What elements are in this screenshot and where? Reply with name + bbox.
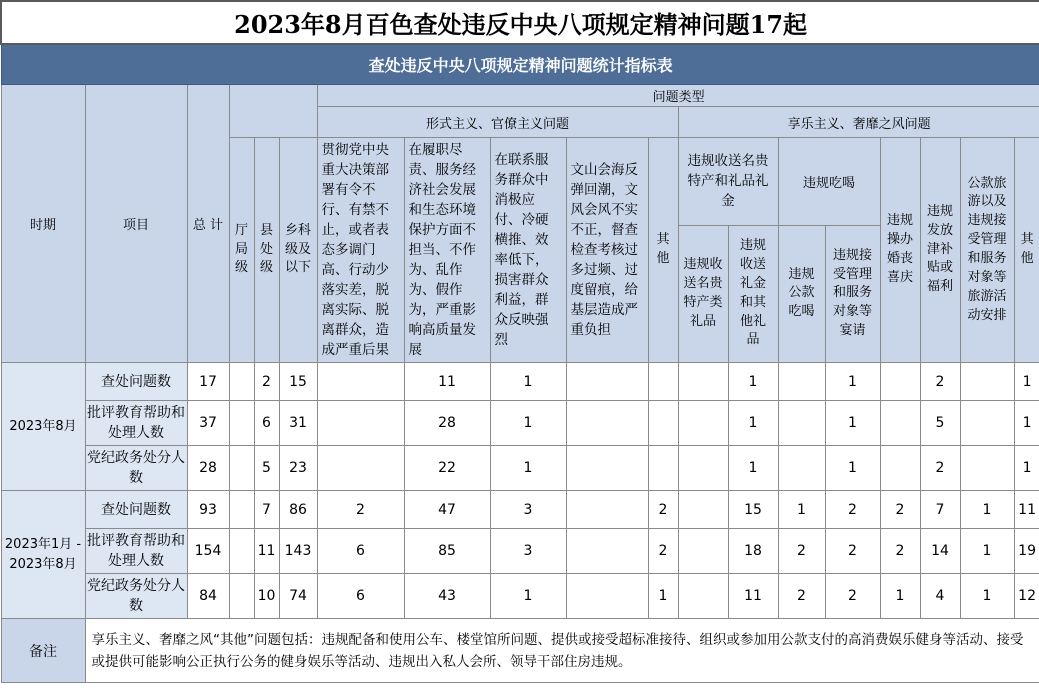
cell bbox=[960, 401, 1014, 446]
header-total: 总 计 bbox=[187, 85, 229, 363]
cell: 6 bbox=[317, 529, 404, 574]
table-row bbox=[1, 446, 1039, 491]
header-h-wedding bbox=[880, 138, 920, 363]
cell bbox=[648, 446, 678, 491]
header-f4: 文山会海反弹回潮，文风会风不实不正，督查检查考核过多过频、过度留痕，给基层造成严重负担 bbox=[566, 138, 648, 363]
cell: 2 bbox=[825, 529, 880, 574]
cell: 11 bbox=[728, 574, 778, 619]
cell: 1 bbox=[648, 574, 678, 619]
cell: 22 bbox=[404, 446, 490, 491]
cell: 10 bbox=[254, 574, 279, 619]
cell bbox=[778, 363, 825, 401]
cell: 1 bbox=[960, 529, 1014, 574]
cell bbox=[229, 446, 254, 491]
cell: 7 bbox=[254, 491, 279, 529]
period-label: 2023年1月 - 2023年8月 bbox=[1, 491, 85, 619]
cell bbox=[678, 574, 728, 619]
cell: 2 bbox=[648, 491, 678, 529]
header-f-other-text: 其他 bbox=[656, 232, 670, 266]
header-h-other bbox=[1014, 138, 1039, 363]
cell: 15 bbox=[728, 491, 778, 529]
header-h-meal-a bbox=[778, 225, 825, 362]
row-item-label: 查处问题数 bbox=[85, 491, 187, 529]
row-item-label: 党纪政务处分人数 bbox=[85, 574, 187, 619]
cell: 2 bbox=[825, 491, 880, 529]
cell bbox=[678, 363, 728, 401]
table-row bbox=[1, 529, 1039, 574]
note-row bbox=[1, 619, 1039, 683]
cell bbox=[566, 491, 648, 529]
cell: 1 bbox=[880, 574, 920, 619]
row-item-label: 查处问题数 bbox=[85, 363, 187, 401]
cell: 85 bbox=[404, 529, 490, 574]
cell: 1 bbox=[490, 574, 566, 619]
cell: 1 bbox=[728, 363, 778, 401]
cell bbox=[317, 446, 404, 491]
cell: 93 bbox=[187, 491, 229, 529]
header-h-travel-text: 公款旅游以及违规接受管理和服务对象等旅游活动安排 bbox=[967, 175, 1007, 323]
header-h-meal: 违规吃喝 bbox=[778, 138, 880, 226]
cell bbox=[678, 401, 728, 446]
cell: 1 bbox=[728, 401, 778, 446]
table-row bbox=[1, 363, 1039, 401]
cell bbox=[317, 401, 404, 446]
cell: 28 bbox=[404, 401, 490, 446]
cell: 3 bbox=[490, 491, 566, 529]
header-f3: 在联系服务群众中消极应付、冷硬横推、效率低下，损害群众利益，群众反映强烈 bbox=[490, 138, 566, 363]
cell: 74 bbox=[279, 574, 317, 619]
row-item-label: 批评教育帮助和处理人数 bbox=[85, 529, 187, 574]
cell bbox=[778, 401, 825, 446]
header-ting-level bbox=[229, 138, 254, 363]
cell: 6 bbox=[254, 401, 279, 446]
header-item: 项目 bbox=[85, 85, 187, 363]
cell: 4 bbox=[920, 574, 960, 619]
cell bbox=[960, 446, 1014, 491]
header-h-gift: 违规收送名贵特产和礼品礼金 bbox=[678, 138, 778, 226]
cell: 154 bbox=[187, 529, 229, 574]
header-h-wedding-text: 违规操办婚丧喜庆 bbox=[886, 213, 913, 285]
header-h-meal-b bbox=[825, 225, 880, 362]
header-f-other bbox=[648, 138, 678, 363]
header-h-gift-a-text: 违规收送名贵特产类礼品 bbox=[683, 257, 723, 329]
cell: 43 bbox=[404, 574, 490, 619]
cell: 2 bbox=[920, 446, 960, 491]
cell: 2 bbox=[880, 529, 920, 574]
cell: 1 bbox=[1014, 363, 1039, 401]
cell: 1 bbox=[960, 491, 1014, 529]
cell: 1 bbox=[728, 446, 778, 491]
cell bbox=[880, 363, 920, 401]
cell: 2 bbox=[920, 363, 960, 401]
header-h-other-text: 其他 bbox=[1020, 232, 1034, 266]
page-title: 2023年8月百色查处违反中央八项规定精神问题17起 bbox=[1, 1, 1039, 44]
cell: 143 bbox=[279, 529, 317, 574]
cell bbox=[960, 363, 1014, 401]
cell: 2 bbox=[317, 491, 404, 529]
cell: 15 bbox=[279, 363, 317, 401]
table-row bbox=[1, 491, 1039, 529]
cell: 7 bbox=[920, 491, 960, 529]
cell bbox=[880, 446, 920, 491]
cell bbox=[229, 491, 254, 529]
header-h-gift-a bbox=[678, 225, 728, 362]
cell bbox=[229, 363, 254, 401]
cell bbox=[229, 574, 254, 619]
note-label: 备注 bbox=[1, 619, 85, 683]
cell: 1 bbox=[490, 363, 566, 401]
cell: 3 bbox=[490, 529, 566, 574]
cell: 1 bbox=[1014, 446, 1039, 491]
cell: 11 bbox=[1014, 491, 1039, 529]
cell: 19 bbox=[1014, 529, 1039, 574]
cell bbox=[229, 529, 254, 574]
cell: 23 bbox=[279, 446, 317, 491]
cell: 1 bbox=[825, 446, 880, 491]
cell: 31 bbox=[279, 401, 317, 446]
header-xiang-text: 乡科级及以下 bbox=[284, 222, 311, 276]
period-label: 2023年8月 bbox=[1, 363, 85, 491]
cell bbox=[678, 446, 728, 491]
cell: 1 bbox=[825, 363, 880, 401]
header-level-group bbox=[229, 85, 317, 138]
row-item-label: 党纪政务处分人数 bbox=[85, 446, 187, 491]
table-row bbox=[1, 574, 1039, 619]
table-row bbox=[1, 401, 1039, 446]
header-xian-level bbox=[254, 138, 279, 363]
cell: 12 bbox=[1014, 574, 1039, 619]
cell: 11 bbox=[404, 363, 490, 401]
cell: 37 bbox=[187, 401, 229, 446]
cell: 1 bbox=[778, 491, 825, 529]
cell: 86 bbox=[279, 491, 317, 529]
cell bbox=[566, 401, 648, 446]
header-h-travel bbox=[960, 138, 1014, 363]
cell: 2 bbox=[825, 574, 880, 619]
cell: 14 bbox=[920, 529, 960, 574]
header-h-subsidy-text: 违规发放津补贴或福利 bbox=[926, 203, 953, 295]
header-h-gift-b bbox=[728, 225, 778, 362]
header-problem-type: 问题类型 bbox=[317, 85, 1039, 107]
cell bbox=[648, 401, 678, 446]
cell: 84 bbox=[187, 574, 229, 619]
header-formalism: 形式主义、官僚主义问题 bbox=[317, 107, 678, 138]
header-period: 时期 bbox=[1, 85, 85, 363]
cell bbox=[317, 363, 404, 401]
cell bbox=[778, 446, 825, 491]
cell: 5 bbox=[920, 401, 960, 446]
cell bbox=[566, 446, 648, 491]
cell: 1 bbox=[960, 574, 1014, 619]
cell bbox=[566, 574, 648, 619]
cell: 28 bbox=[187, 446, 229, 491]
header-ting-text: 厅局级 bbox=[234, 222, 248, 276]
cell: 11 bbox=[254, 529, 279, 574]
cell bbox=[678, 491, 728, 529]
cell bbox=[880, 401, 920, 446]
cell: 2 bbox=[778, 529, 825, 574]
header-xian-text: 县处级 bbox=[259, 222, 273, 276]
cell: 2 bbox=[778, 574, 825, 619]
cell: 2 bbox=[648, 529, 678, 574]
cell: 47 bbox=[404, 491, 490, 529]
cell: 18 bbox=[728, 529, 778, 574]
cell: 1 bbox=[825, 401, 880, 446]
cell: 2 bbox=[880, 491, 920, 529]
cell bbox=[648, 363, 678, 401]
cell bbox=[566, 363, 648, 401]
cell: 1 bbox=[490, 401, 566, 446]
header-h-subsidy bbox=[920, 138, 960, 363]
cell bbox=[566, 529, 648, 574]
row-item-label: 批评教育帮助和处理人数 bbox=[85, 401, 187, 446]
cell: 2 bbox=[254, 363, 279, 401]
cell bbox=[229, 401, 254, 446]
header-xiang-level bbox=[279, 138, 317, 363]
header-f2: 在履职尽责、服务经济社会发展和生态环境保护方面不担当、不作为、乱作为、假作为，严重影响高质量发展 bbox=[404, 138, 490, 363]
cell bbox=[678, 529, 728, 574]
table-subtitle: 查处违反中央八项规定精神问题统计指标表 bbox=[1, 44, 1039, 85]
cell: 6 bbox=[317, 574, 404, 619]
note-text: 享乐主义、奢靡之风“其他”问题包括：违规配备和使用公车、楼堂馆所问题、提供或接受超标准接待、组织或参加用公款支付的高消费娱乐健身等活动、接受或提供可能影响公正执行公务的健身娱乐等活动、违规出入私人会所、领导干部住房违规。 bbox=[85, 619, 1039, 683]
header-hedonism: 享乐主义、奢靡之风问题 bbox=[678, 107, 1039, 138]
header-h-meal-a-text: 违规公款吃喝 bbox=[788, 266, 815, 320]
header-f1: 贯彻党中央重大决策部署有令不行、有禁不止，或者表态多调门高、行动少落实差，脱离实际、脱离群众，造成严重后果 bbox=[317, 138, 404, 363]
cell: 5 bbox=[254, 446, 279, 491]
cell: 17 bbox=[187, 363, 229, 401]
cell: 1 bbox=[490, 446, 566, 491]
header-h-gift-b-text: 违规收送礼金和其他礼品 bbox=[739, 238, 766, 348]
cell: 1 bbox=[1014, 401, 1039, 446]
header-h-meal-b-text: 违规接受管理和服务对象等宴请 bbox=[832, 247, 872, 339]
